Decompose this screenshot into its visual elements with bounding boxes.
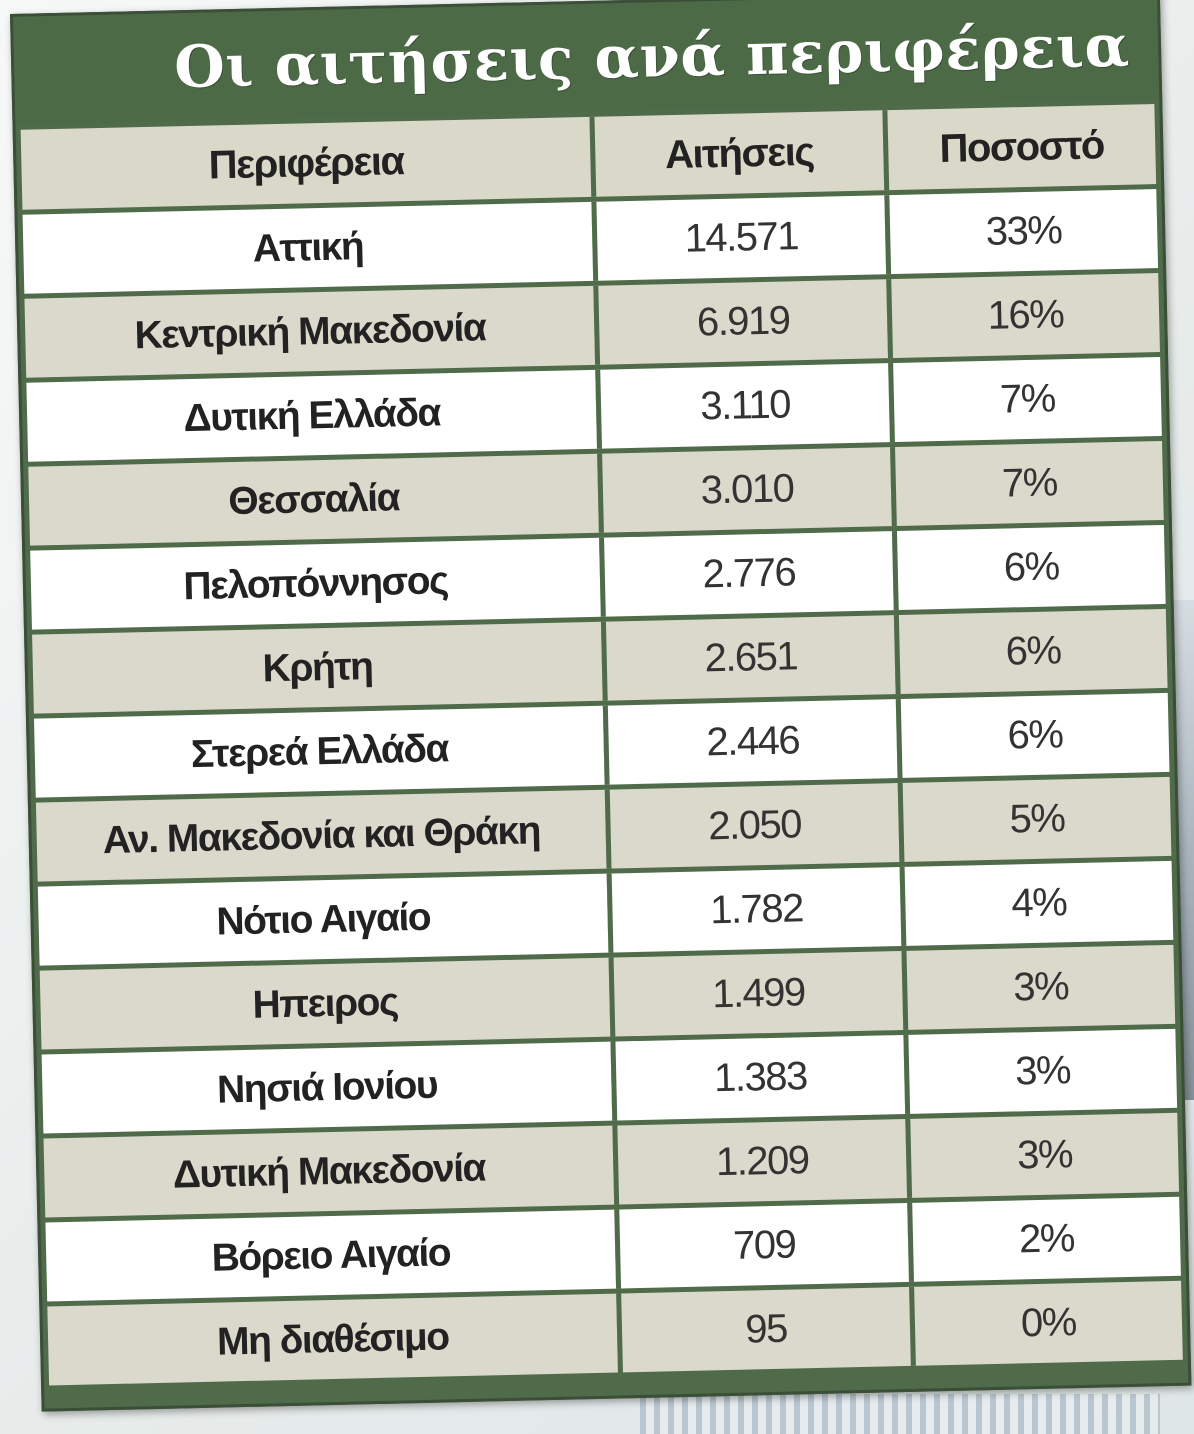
table-card [10,0,1191,1412]
cell-percent: 7% [890,441,1164,526]
cell-region: Στερεά Ελλάδα [34,706,605,798]
cell-percent: 7% [888,357,1162,442]
cell-applications: 2.446 [603,699,897,785]
data-table [21,99,1183,1390]
column-header-region: Περιφέρεια [21,117,592,210]
cell-percent: 33% [884,189,1158,274]
cell-percent: 0% [909,1281,1183,1366]
cell-percent: 4% [899,861,1173,946]
cell-percent: 3% [901,945,1175,1030]
cell-region: Νησιά Ιονίου [42,1042,613,1134]
cell-percent: 6% [894,609,1168,694]
cell-percent: 3% [905,1113,1179,1198]
cell-percent: 5% [898,777,1172,862]
cell-applications: 709 [615,1203,909,1289]
cell-applications: 3.010 [597,447,891,533]
cell-region: Κρήτη [32,622,603,714]
cell-percent: 2% [907,1197,1181,1282]
cell-region: Αττική [23,202,594,294]
cell-applications: 95 [616,1287,910,1373]
cell-region: Πελοπόννησος [30,538,601,630]
column-header-percent: Ποσοστό [882,104,1156,190]
cell-applications: 6.919 [594,279,888,365]
cell-applications: 3.110 [595,363,889,449]
cell-percent: 6% [892,525,1166,610]
cell-region: Βόρειο Αιγαίο [45,1210,616,1302]
cell-applications: 2.776 [599,531,893,617]
column-header-applications: Αιτήσεις [590,110,884,197]
cell-region: Δυτική Μακεδονία [44,1126,615,1218]
cell-region: Νότιο Αιγαίο [38,874,609,966]
table-body [23,189,1183,1385]
background-photo-bottom [640,1394,1160,1434]
cell-percent: 16% [886,273,1160,358]
cell-region: Μη διαθέσιμο [47,1294,618,1386]
cell-percent: 3% [903,1029,1177,1114]
cell-applications: 2.050 [605,783,899,869]
cell-region: Αν. Μακεδονία και Θράκη [36,790,607,882]
cell-region: Κεντρική Μακεδονία [24,286,595,378]
cell-applications: 1.782 [607,867,901,953]
cell-percent: 6% [896,693,1170,778]
cell-applications: 1.499 [609,951,903,1037]
cell-region: Δυτική Ελλάδα [26,370,597,462]
cell-region: Ηπειρος [40,958,611,1050]
cell-applications: 14.571 [592,195,886,281]
cell-applications: 1.383 [611,1035,905,1121]
cell-region: Θεσσαλία [28,454,599,546]
cell-applications: 2.651 [601,615,895,701]
cell-applications: 1.209 [613,1119,907,1205]
table-title: Οι αιτήσεις ανά περιφέρεια [13,0,1159,125]
